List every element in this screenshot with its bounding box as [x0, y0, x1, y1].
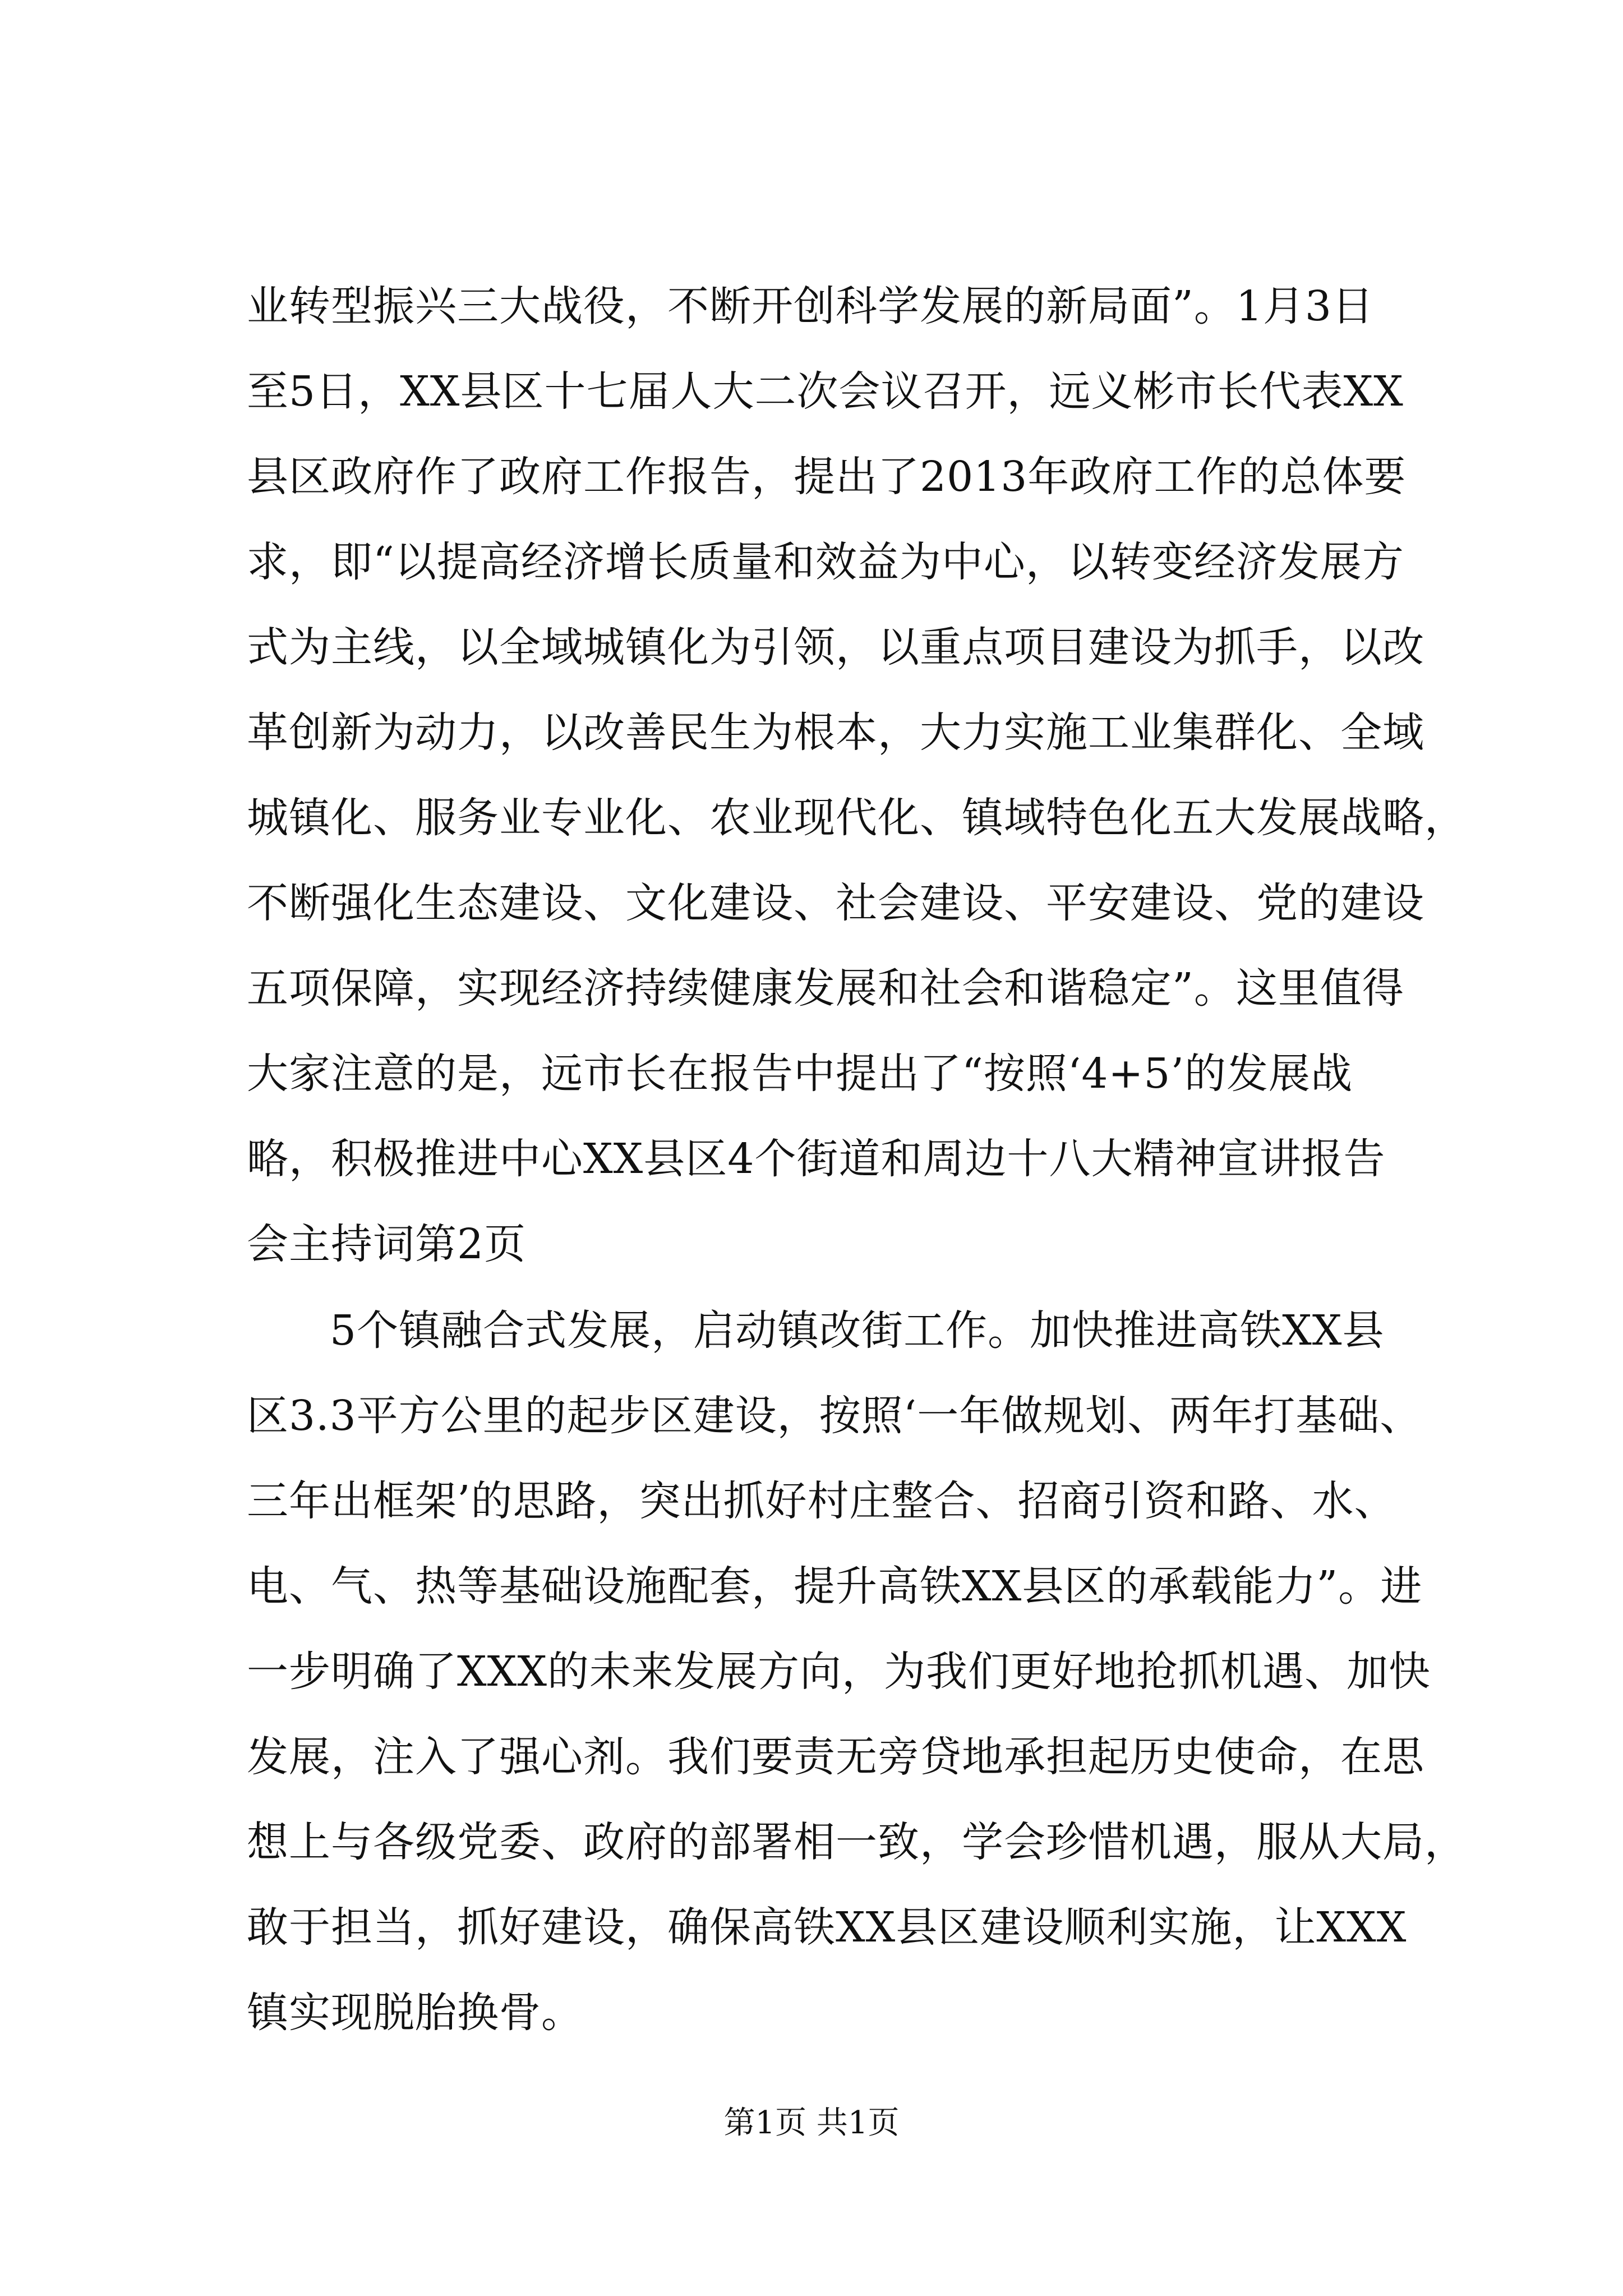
text-line: 求，即“以提高经济增长质量和效益为中心，以转变经济发展方	[247, 538, 1404, 586]
document-body	[247, 264, 1467, 2055]
text-line: 五项保障，实现经济持续健康发展和社会和谐稳定”。这里值得	[247, 964, 1404, 1013]
text-line: 三年出框架’的思路，突出抓好村庄整合、招商引资和路、水、	[247, 1477, 1396, 1525]
text-line: 至5日，XX县区十七届人大二次会议召开，远义彬市长代表XX	[247, 367, 1404, 416]
text-line: 城镇化、服务业专业化、农业现代化、镇域特色化五大发展战略，	[247, 794, 1467, 842]
text-line: 敢于担当，抓好建设，确保高铁XX县区建设顺利实施，让XXX	[247, 1903, 1407, 1952]
text-line: 会主持词第2页	[247, 1220, 527, 1268]
page-footer: 第1页 共1页	[723, 2105, 900, 2141]
text-line: 业转型振兴三大战役，不断开创科学发展的新局面”。1月3日	[247, 282, 1374, 330]
text-line: 电、气、热等基础设施配套，提升高铁XX县区的承载能力”。进	[247, 1562, 1423, 1611]
text-line: 大家注意的是，远市长在报告中提出了“按照‘4+5’的发展战	[247, 1050, 1353, 1098]
text-line: 想上与各级党委、政府的部署相一致，学会珍惜机遇，服从大局，	[247, 1818, 1467, 1866]
text-line: 区3.3平方公里的起步区建设，按照‘一年做规划、两年打基础、	[247, 1392, 1422, 1440]
text-line: 镇实现脱胎换骨。	[247, 1989, 583, 2037]
text-line: 发展，注入了强心剂。我们要责无旁贷地承担起历史使命，在思	[247, 1733, 1424, 1781]
text-line: 式为主线，以全域城镇化为引领，以重点项目建设为抓手，以改	[247, 623, 1424, 671]
text-line: 不断强化生态建设、文化建设、社会建设、平安建设、党的建设	[247, 879, 1424, 927]
text-line: 革创新为动力，以改善民生为根本，大力实施工业集群化、全域	[247, 708, 1424, 757]
text-line: 一步明确了XXX的未来发展方向，为我们更好地抢抓机遇、加快	[247, 1648, 1431, 1696]
paragraph-first-line: 5个镇融合式发展，启动镇改街工作。加快推进高铁XX县	[330, 1306, 1385, 1355]
text-line: 略，积极推进中心XX县区4个街道和周边十八大精神宣讲报告	[247, 1135, 1386, 1183]
text-line: 县区政府作了政府工作报告，提出了2013年政府工作的总体要	[247, 453, 1407, 501]
